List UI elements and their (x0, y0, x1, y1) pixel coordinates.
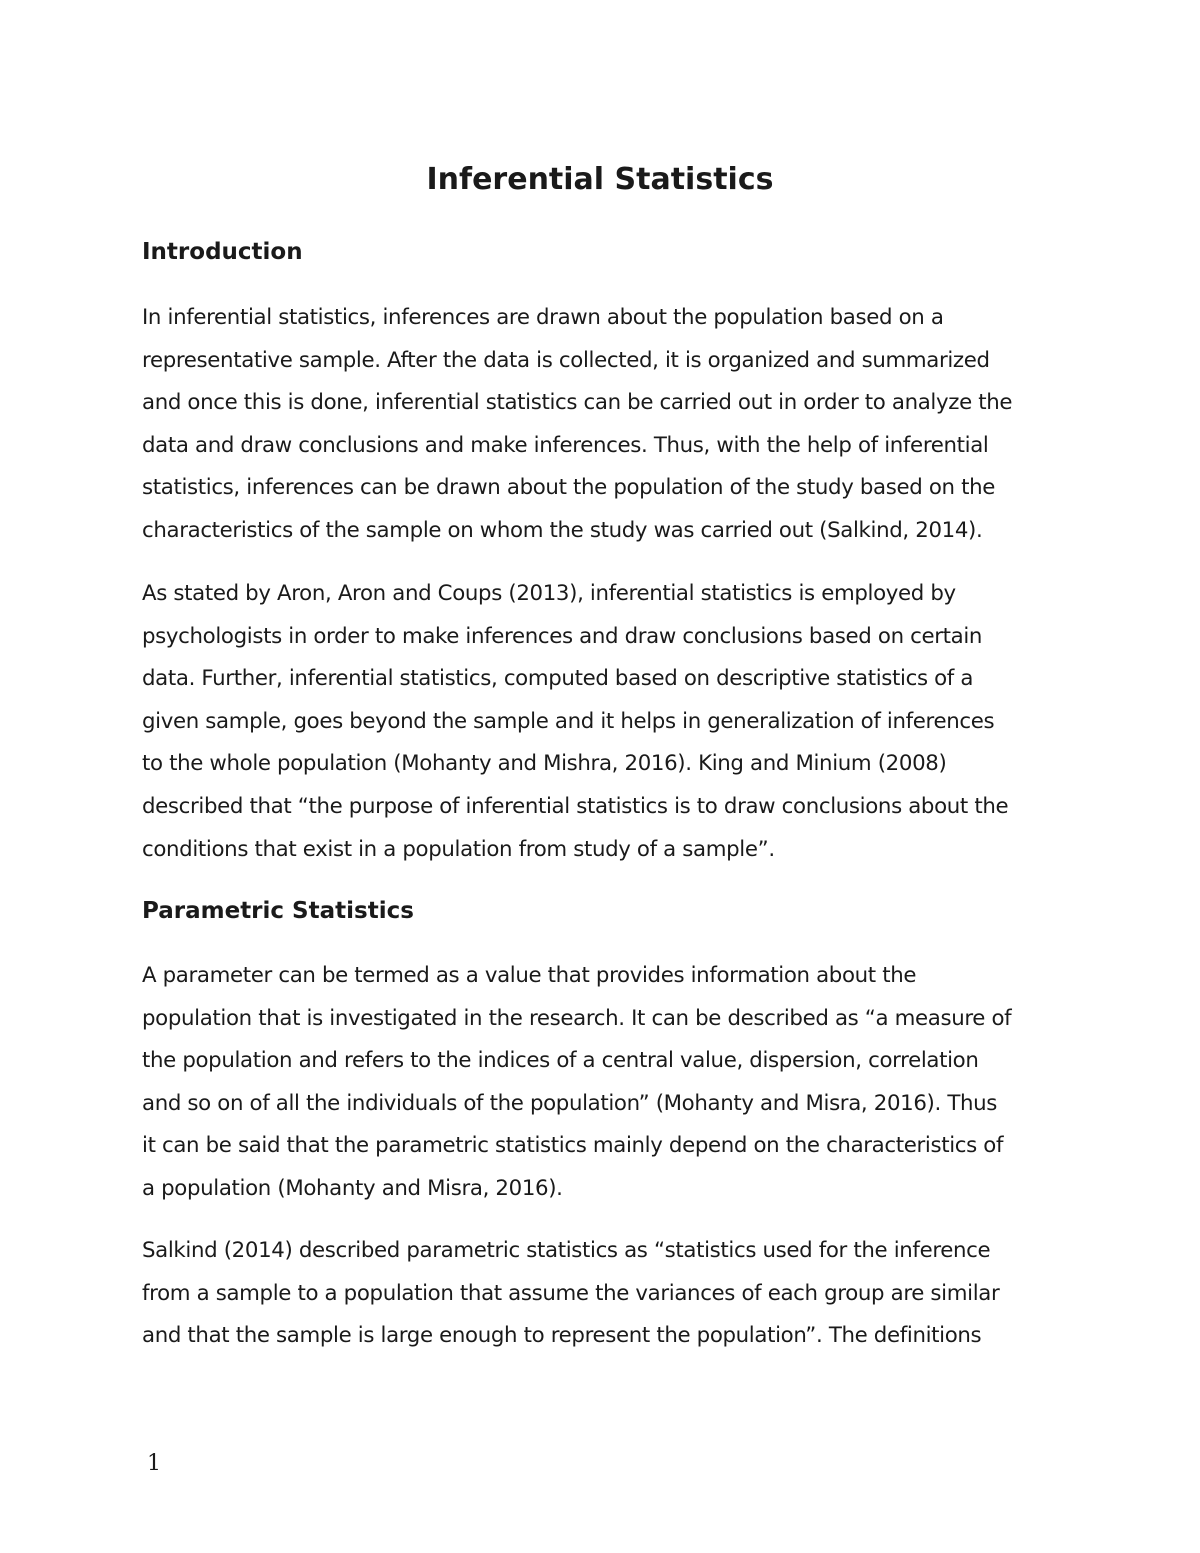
text-line: population that is investigated in the research. It can be described as “a measure of (142, 1005, 1012, 1031)
text-line: Salkind (2014) described parametric statistics as “statistics used for the inference (142, 1238, 991, 1263)
page-number: 1 (147, 1451, 161, 1476)
text-line: it can be said that the parametric statistics mainly depend on the characteristics of (142, 1133, 1004, 1159)
paragraph-introduction-1 (142, 297, 1012, 553)
text-line: the population and refers to the indices of a central value, dispersion, correlation (142, 1048, 979, 1074)
text-line: representative sample. After the data is collected, it is organized and summarized (142, 347, 990, 373)
text-line: data. Further, inferential statistics, computed based on descriptive statistics of a (142, 666, 974, 692)
text-line: to the whole population (Mohanty and Mishra, 2016). King and Minium (2008) (142, 751, 947, 777)
text-line: described that “the purpose of inferential statistics is to draw conclusions about the (142, 793, 1009, 819)
text-line: given sample, goes beyond the sample and it helps in generalization of inferences (142, 708, 995, 734)
section-heading-parametric-statistics: Parametric Statistics (142, 898, 414, 924)
text-line: from a sample to a population that assume the variances of each group are similar (142, 1280, 1000, 1306)
text-line: statistics, inferences can be drawn about the population of the study based on the (142, 475, 995, 501)
text-line: conditions that exist in a population from study of a sample”. (142, 836, 775, 862)
paragraph-parametric-1 (142, 955, 1011, 1211)
text-line: characteristics of the sample on whom the study was carried out (Salkind, 2014). (142, 517, 983, 543)
text-line: psychologists in order to make inferences and draw conclusions based on certain (142, 623, 983, 649)
text-line: In inferential statistics, inferences are drawn about the population based on a (142, 305, 944, 330)
text-line: As stated by Aron, Aron and Coups (2013), inferential statistics is employed by (142, 581, 956, 606)
paragraph-introduction-2 (142, 573, 1008, 871)
paragraph-parametric-2 (142, 1230, 999, 1358)
section-heading-introduction: Introduction (142, 239, 303, 265)
text-line: and so on of all the individuals of the population” (Mohanty and Misra, 2016). Thus (142, 1090, 998, 1116)
text-line: and once this is done, inferential statistics can be carried out in order to analyze the (142, 390, 1013, 416)
document-title: Inferential Statistics (426, 162, 774, 197)
text-line: data and draw conclusions and make inferences. Thus, with the help of inferential (142, 432, 989, 458)
text-line: A parameter can be termed as a value that provides information about the (142, 963, 917, 988)
text-line: and that the sample is large enough to represent the population”. The definitions (142, 1323, 982, 1349)
text-line: a population (Mohanty and Misra, 2016). (142, 1175, 563, 1201)
